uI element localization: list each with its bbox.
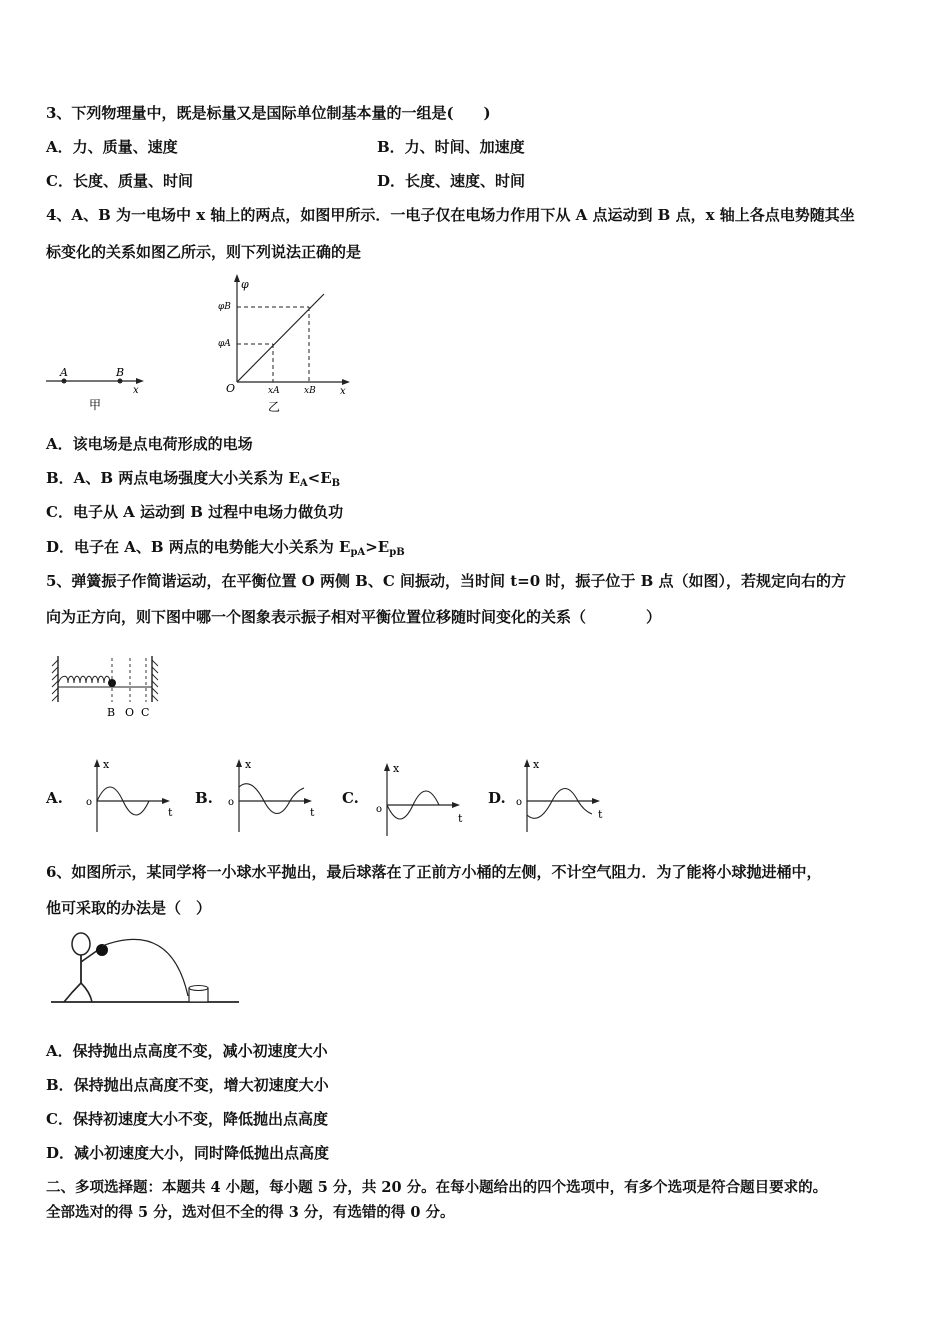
q5-graph-d — [512, 756, 612, 838]
q4-option-d-sub2: pB — [389, 547, 405, 558]
yi-caption: 乙 — [268, 400, 281, 414]
graph-d-t: t — [598, 808, 603, 821]
yi-label-origin: O — [226, 382, 236, 395]
graph-b-t: t — [310, 806, 315, 819]
q5-spring-figure — [48, 652, 168, 724]
graph-b-x: x — [245, 758, 252, 771]
q5-graph-c — [372, 760, 472, 842]
q6-stem-line2: 他可采取的办法是（ ） — [46, 899, 212, 917]
q3-option-d: D．长度、速度、时间 — [377, 172, 526, 190]
graph-b-o: o — [228, 797, 235, 808]
q4-option-d-text: D．电子在 A、B 两点的电势能大小关系为 E — [46, 538, 351, 556]
yi-label-xb: xB — [304, 386, 316, 396]
graph-d-o: o — [516, 797, 523, 808]
q3-stem: 3、下列物理量中，既是标量又是国际单位制基本量的一组是( ) — [46, 104, 491, 122]
q6-throw-figure — [46, 928, 246, 1008]
spring-label-c: C — [141, 706, 150, 719]
graph-c-x: x — [393, 762, 400, 775]
spring-label-b: B — [107, 706, 116, 719]
q4-option-b-sub1: A — [299, 478, 308, 489]
graph-c-t: t — [458, 812, 463, 825]
q5-option-a-label: A. — [46, 789, 63, 807]
q4-option-d — [46, 537, 405, 563]
jia-label-x: x — [133, 385, 139, 396]
section2-heading-line1: 二、多项选择题：本题共 4 小题，每小题 5 分，共 20 分。在每小题给出的四个选项中，有多个选项是符合题目要求的。 — [46, 1179, 828, 1196]
q6-option-c: C．保持初速度大小不变，降低抛出点高度 — [46, 1110, 328, 1128]
q4-option-a: A．该电场是点电荷形成的电场 — [46, 435, 253, 453]
graph-a-t: t — [168, 806, 173, 819]
q5-stem-line1: 5、弹簧振子作简谐运动，在平衡位置 O 两侧 B、C 间振动，当时间 t=0 时，振子位于 B 点（如图），若规定向右的方 — [46, 572, 847, 590]
q4-option-b-sub2: B — [331, 478, 341, 489]
jia-caption: 甲 — [89, 398, 102, 412]
q4-stem-line1: 4、A、B 为一电场中 x 轴上的两点，如图甲所示．一电子仅在电场力作用下从 A 点运动到 B 点，x 轴上各点电势随其坐 — [46, 206, 855, 224]
q5-option-b-label: B. — [195, 789, 213, 807]
q3-option-c: C．长度、质量、时间 — [46, 172, 193, 190]
q5-option-c-label: C. — [342, 789, 359, 807]
yi-label-x: x — [340, 386, 346, 397]
jia-label-b: B — [116, 366, 125, 379]
q5-graph-a — [82, 756, 182, 838]
q3-option-a: A．力、质量、速度 — [46, 138, 178, 156]
jia-label-a: A — [60, 366, 68, 379]
q4-option-c: C．电子从 A 运动到 B 过程中电场力做负功 — [46, 503, 344, 521]
q6-option-a: A．保持抛出点高度不变，减小初速度大小 — [46, 1042, 328, 1060]
q4-figure-jia — [40, 360, 150, 415]
section2-heading-line2: 全部选对的得 5 分，选对但不全的得 3 分，有选错的得 0 分。 — [46, 1204, 455, 1221]
graph-c-o: o — [376, 804, 383, 815]
yi-label-phi-a: φA — [218, 339, 231, 349]
q6-option-d: D．减小初速度大小，同时降低抛出点高度 — [46, 1144, 330, 1162]
yi-label-phi: φ — [241, 278, 249, 291]
spring-label-o: O — [125, 706, 135, 719]
q4-figure-yi — [210, 272, 355, 417]
q6-stem-line1: 6、如图所示，某同学将一小球水平抛出，最后球落在了正前方小桶的左侧，不计空气阻力．为了能将小球抛进桶中， — [46, 863, 822, 881]
yi-label-phi-b: φB — [218, 302, 231, 312]
q3-option-b: B．力、时间、加速度 — [377, 138, 525, 156]
q5-stem-line2: 向为正方向，则下图中哪一个图象表示振子相对平衡位置位移随时间变化的关系（ ） — [46, 608, 662, 626]
yi-label-xa: xA — [268, 386, 280, 396]
q4-option-d-mid: >E — [365, 538, 390, 556]
q4-option-b-mid: <E — [307, 469, 332, 487]
q4-stem-line2: 标变化的关系如图乙所示，则下列说法正确的是 — [46, 243, 362, 261]
graph-a-x: x — [103, 758, 110, 771]
q5-graph-b — [224, 756, 324, 838]
graph-a-o: o — [86, 797, 93, 808]
q6-option-b: B．保持抛出点高度不变，增大初速度大小 — [46, 1076, 329, 1094]
q4-option-b — [46, 468, 340, 494]
q4-option-b-text: B．A、B 两点电场强度大小关系为 E — [46, 469, 300, 487]
q4-option-d-sub1: pA — [350, 547, 366, 558]
graph-d-x: x — [533, 758, 540, 771]
q5-option-d-label: D. — [488, 789, 506, 807]
